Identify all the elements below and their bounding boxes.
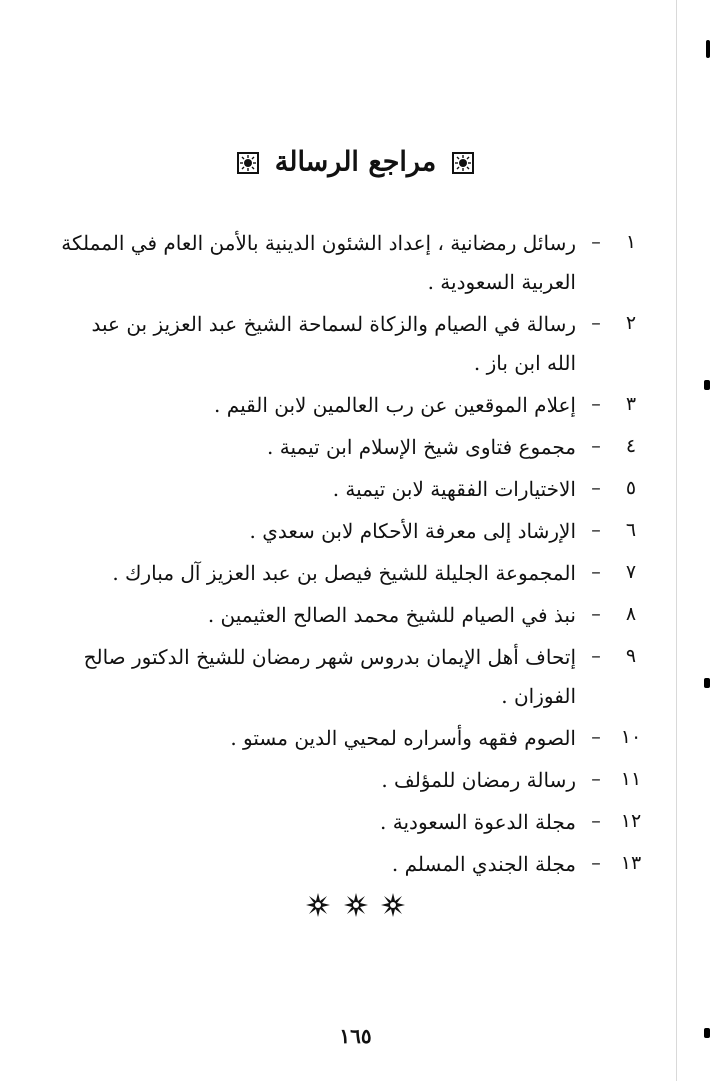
reference-item: [60, 386, 650, 425]
references-list: [60, 224, 650, 887]
reference-number: ١: [625, 231, 637, 253]
reference-text: إتحاف أهل الإيمان بدروس شهر رمضان للشيخ الدكتور صالح الفوزان .: [83, 645, 576, 708]
section-heading: [0, 140, 711, 185]
reference-dash: –: [591, 726, 601, 748]
reference-dash: –: [591, 393, 601, 415]
sun-box-icon: [452, 152, 474, 174]
reference-item: [60, 803, 650, 842]
reference-item: [60, 845, 650, 884]
reference-number: ٧: [625, 561, 637, 583]
section-divider: [0, 892, 711, 922]
reference-item: [60, 224, 650, 302]
reference-text: رسائل رمضانية ، إعداد الشئون الدينية بالأمن العام في المملكة العربية السعودية .: [61, 231, 576, 294]
reference-text: الصوم فقهه وأسراره لمحيي الدين مستو .: [230, 726, 576, 750]
reference-item: [60, 470, 650, 509]
sun-box-icon: [237, 152, 259, 174]
reference-text: مجلة الدعوة السعودية .: [380, 810, 576, 834]
reference-text: المجموعة الجليلة للشيخ فيصل بن عبد العزيز آل مبارك .: [112, 561, 576, 585]
reference-number: ١٠: [620, 726, 642, 748]
star-burst-icon: [305, 892, 331, 918]
reference-item: [60, 512, 650, 551]
reference-item: [60, 305, 650, 383]
edge-mark: [704, 678, 710, 688]
reference-item: [60, 719, 650, 758]
reference-text: رسالة رمضان للمؤلف .: [381, 768, 576, 792]
reference-number: ٤: [625, 435, 637, 457]
reference-dash: –: [591, 519, 601, 541]
edge-mark: [704, 380, 710, 390]
reference-dash: –: [591, 561, 601, 583]
reference-number: ٨: [625, 603, 637, 625]
reference-number: ١٣: [620, 852, 642, 874]
reference-item: [60, 638, 650, 716]
reference-item: [60, 596, 650, 635]
reference-item: [60, 761, 650, 800]
reference-text: مجلة الجندي المسلم .: [391, 852, 576, 876]
reference-item: [60, 554, 650, 593]
reference-text: الإرشاد إلى معرفة الأحكام لابن سعدي .: [249, 519, 576, 543]
reference-dash: –: [591, 768, 601, 790]
page-number: ١٦٥: [339, 1024, 372, 1048]
star-burst-icon: [380, 892, 406, 918]
reference-dash: –: [591, 435, 601, 457]
reference-dash: –: [591, 645, 601, 667]
reference-text: رسالة في الصيام والزكاة لسماحة الشيخ عبد العزيز بن عبد الله ابن باز .: [91, 312, 576, 375]
reference-dash: –: [591, 477, 601, 499]
reference-text: مجموع فتاوى شيخ الإسلام ابن تيمية .: [267, 435, 576, 459]
reference-text: الاختيارات الفقهية لابن تيمية .: [332, 477, 576, 501]
reference-number: ٩: [625, 645, 637, 667]
heading-title: مراجع الرسالة: [274, 146, 437, 178]
reference-text: نبذ في الصيام للشيخ محمد الصالح العثيمين .: [207, 603, 576, 627]
reference-dash: –: [591, 852, 601, 874]
reference-number: ٢: [625, 312, 637, 334]
reference-dash: –: [591, 810, 601, 832]
reference-number: ٣: [625, 393, 637, 415]
reference-number: ٥: [625, 477, 637, 499]
reference-number: ١٢: [620, 810, 642, 832]
reference-number: ٦: [625, 519, 637, 541]
reference-text: إعلام الموقعين عن رب العالمين لابن القيم .: [214, 393, 576, 417]
reference-dash: –: [591, 231, 601, 253]
reference-dash: –: [591, 312, 601, 334]
edge-mark: [706, 40, 710, 58]
reference-number: ١١: [620, 768, 642, 790]
star-burst-icon: [343, 892, 369, 918]
reference-item: [60, 428, 650, 467]
reference-dash: –: [591, 603, 601, 625]
